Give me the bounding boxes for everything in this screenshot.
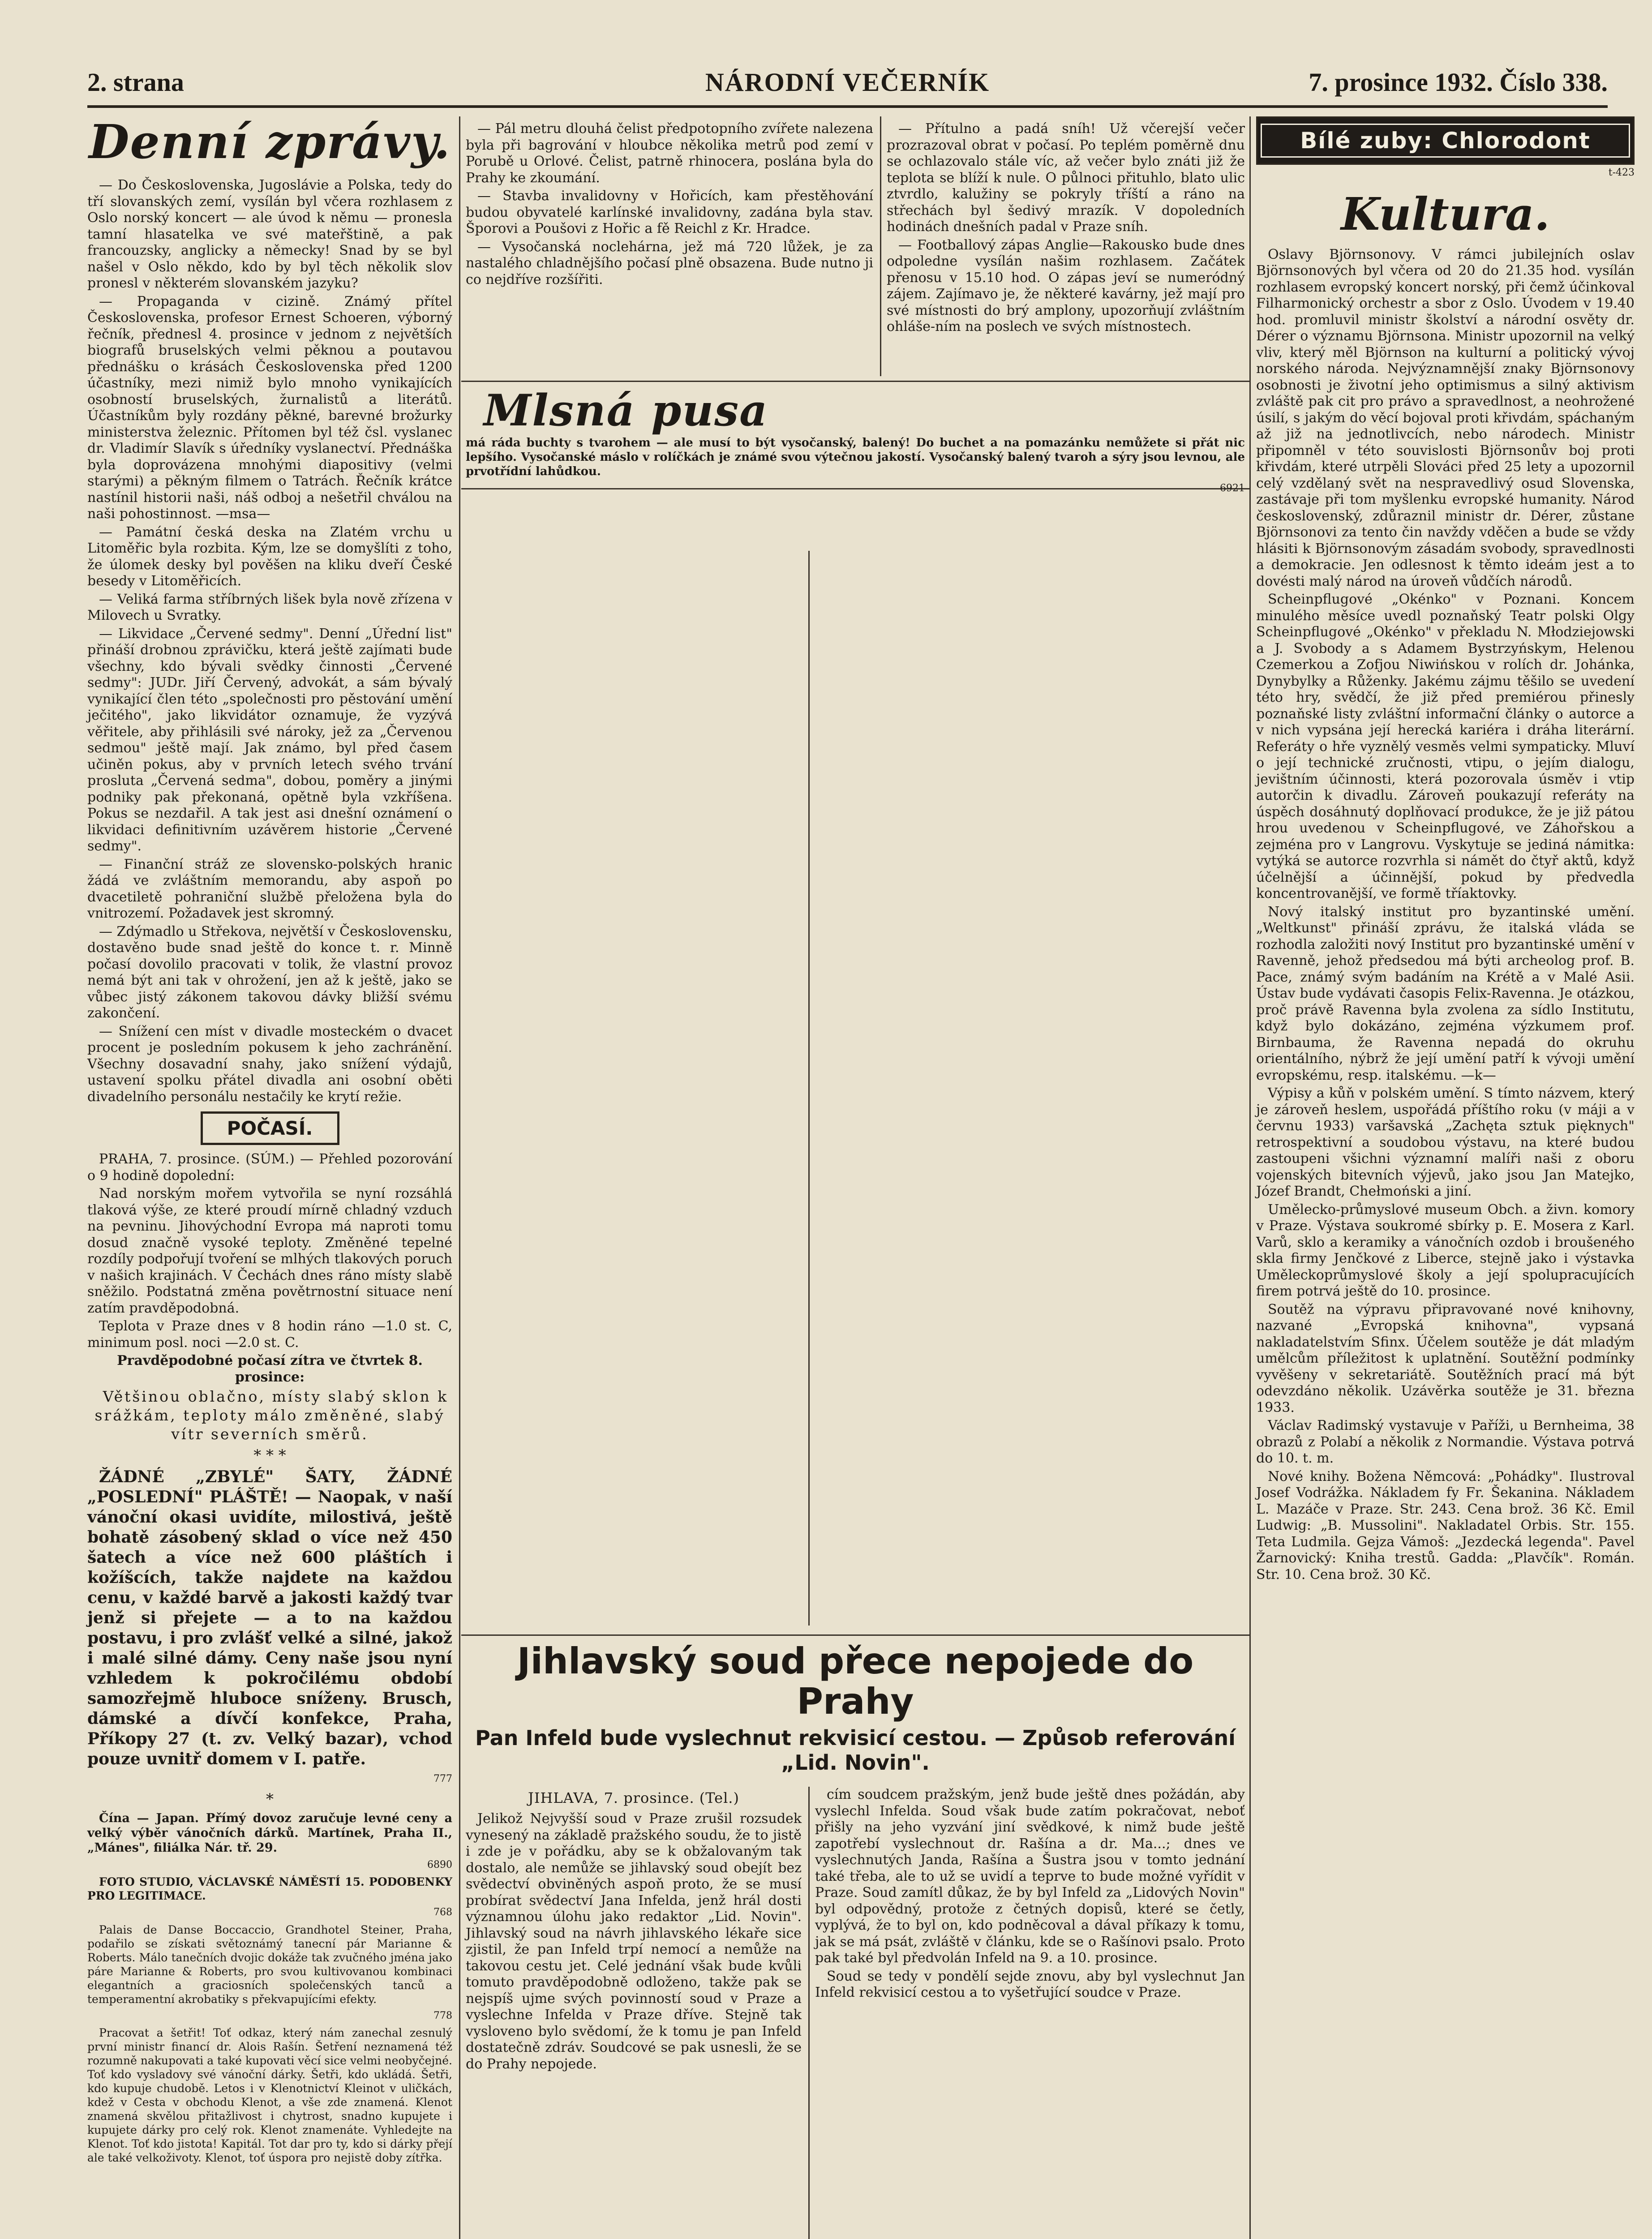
page-number: 2. strana: [87, 68, 184, 97]
column-rule: [1249, 116, 1251, 2239]
news-item: — Přítulno a padá sníh! Už včerejší večer prozrazoval obrat v počasí. Po teplém poměrně dnu se ochlazovalo stále víc, až večer bylo znáti již že teplota se blíží k nule. O půlnoci přituhlo, blato ulic ztvrdlo, kalužiny se pokryly tříští a ráno na střechách byl šedivý mrazík. V dopoledních hodinách dnešních padal v Praze sníh.: [887, 121, 1245, 235]
ad-mlsna-title: Mlsná pusa: [484, 385, 768, 436]
jihl-heading-block: [466, 1641, 1245, 1784]
left-column: [87, 114, 452, 2239]
news-item: — Stavba invalidovny v Hořicích, kam přestěhování budou obyvatelé karlínské invalidovny, zadána byla stav. Šporovi a Poušovi z Hořic a fě Reichl z Kr. Hradce.: [466, 188, 873, 236]
newspaper-title: NÁRODNÍ VEČERNÍK: [705, 68, 990, 97]
mid-top-left: [466, 121, 873, 376]
culture-item: Výpisy a kůň v polském umění. S tímto názvem, který je zároveň heslem, uspořádá příštího roku (v máji a v červnu 1933) varšavská „Zachęta sztuk pięknych" retrospektivní a soudobou výstavu, na které budou zastoupeni všichni významní malíři naši z oboru vojenských bitevních výjevů, jako jsou Jan Matejko, Józef Brandt, Chełmoński a jiní.: [1256, 1085, 1635, 1199]
jihl-paragraph: Jelikož Nejvyšší soud v Praze zrušil rozsudek vynesený na základě pražského soudu, že to jistě i zde je v pořádku, aby se k obžalovaným tak dostalo, ale nemůže se jihlavský soud obejít bez svědectví obviněných aspoň proto, že se musí probírat svědectví Jana Infelda, jenž hrál dosti významnou úlohu jako redaktor „Lid. Novin". Jihlavský soud na návrh jihlavského lékaře sice zjistil, že pan Infeld trpí nemocí a nemůže na takovou cestu jet. Celé jednání však bude kvůli tomuto pravděpodobně odloženo, takže pak se nejspíš ujme svých povinností soud v Praze a vyslechne Infelda v Praze dříve. Stejně tak vysloveno bylo svědomí, že k tomu je pan Infeld dostatečně zdráv. Soudcové se pak usnesli, že se do Prahy nepojede.: [466, 1811, 802, 2072]
ad-mlsna-pusa: [466, 385, 1245, 494]
news-item: — Památní česká deska na Zlatém vrchu u Litoměřic byla rozbita. Kým, lze se domyšlíti z toho, že úlomek desky byl pověšen na kliku dveří České besedy v Litoměřicích.: [87, 524, 452, 589]
ad-chlorodont-text: Bílé zuby: Chlorodont: [1261, 124, 1630, 158]
column-rule: [808, 1787, 810, 2239]
news-item: — Snížení cen míst v divadle mosteckém o dvacet procent je posledním pokusem k jeho zachránění. Všechny dosavadní snahy, jako snížení výdajů, ustavení spolku přátel divadla ani osobní oběti divadelního personálu nestačily ke krytí režie.: [87, 1023, 452, 1105]
jihl-paragraph: cím soudcem pražským, jenž bude ještě dnes požádán, aby vyslechl Infelda. Soud však bude zatím pokračovat, neboť přišly na jeho vyzvání jiní svědkové, k nimž bude ještě zapotřebí vyslechnout dr. Rašína a dr. Ma...; dnes ve vyslechnutých Janda, Rašína a Šustra jsou v tomto jednání také třeba, ale to už se uvidí a teprve to bude možné vyřídit v Praze. Soud zamítl důkaz, že by byl Infeld za „Lidových Novin" byl odpovědný, protože z četných dopisů, které se četly, vyplývá, že to byl on, kdo podněcoval a dával příkazy k tomu, jak se má psát, zvláště v článku, kde se o Rašínovi psalo. Proto pak také byl předvolán Infeld na 9. a 10. prosince.: [815, 1787, 1245, 1966]
news-item: — Finanční stráž ze slovensko-polských hranic žádá ve zvláštním memorandu, aby aspoň po dvacetiletě pohraniční službě přeložena byla do vnitrozemí. Požadavek jest skromný.: [87, 856, 452, 921]
ad-boccaccio: Palais de Danse Boccaccio, Grandhotel Steiner, Praha, podařilo se získati světoznámý tanecní pár Marianne & Roberts. Málo tanečních dvojic dokáže tak zvučného jména jako páre Marianne & Roberts, pro svou kultivovanou kombinaci elegantních a graciosních společenských tanců a temperamentní akrobatiky s překvapujícími efekty.: [87, 1923, 452, 2006]
culture-item: Nový italský institut pro byzantinské umění. „Weltkunst" přináší zprávu, že italská vláda se rozhodla založiti nový Institut pro byzantinské umění v Ravenně, jehož předsedou má býti archeolog prof. B. Pace, známý svým badáním na Krétě a v Malé Asii. Ústav bude vydávati časopis Felix-Ravenna. Je otázkou, proč právě Ravenna byla zvolena za sídlo Institutu, když bylo dokázáno, zejména výzkumem prof. Birnbauma, že Ravenna nepadá do okruhu orientálního, nýbrž že její umění patří k vývoji umění evropskému, resp. italskému. —k—: [1256, 904, 1635, 1083]
right-column: [1256, 116, 1635, 2239]
culture-item: Umělecko-průmyslové museum Obch. a živn. komory v Praze. Výstava soukromé sbírky p. E. Mosera z Karl. Varů, sklo a keramiky a vánočních ozdob i broušeného skla firmy Jenčkové z Liberce, stejně jako i výstavka Uměleckoprůmyslové školy a její spolupracujících firem potrvá ještě do 10. prosince.: [1256, 1201, 1635, 1299]
ad-number: t-423: [1608, 167, 1635, 178]
culture-item: Václav Radimský vystavuje v Paříži, u Bernheima, 38 obrazů z Polabí a několik z Normandie. Výstava potrvá do 10. t. m.: [1256, 1418, 1635, 1466]
weather-text: PRAHA, 7. prosince. (SÚM.) — Přehled pozorování o 9 hodině dopolední:: [87, 1151, 452, 1184]
ad-number: 6890: [427, 1859, 452, 1870]
jihl-title: Jihlavský soud přece nepojede do Prahy: [517, 1640, 1194, 1722]
separator-star: *: [266, 1790, 274, 1808]
nss-col-1: [466, 705, 802, 1628]
nss-sub-block: [466, 566, 1245, 701]
ad-foto-studio: FOTO STUDIO, VÁCLAVSKÉ NÁMĚSTÍ 15. PODOBENKY PRO LEGITIMACE.: [87, 1875, 452, 1902]
ad-brusch: ŽÁDNÉ „ZBYLÉ" ŠATY, ŽÁDNÉ „POSLEDNÍ" PLÁŠTĚ! — Naopak, v naší vánoční okasi uvidíte, milostivá, ještě bohatě zásobený sklad o více než 450 šatech a více než 600 pláštích i kožíšcích, takže najdete na každou cenu, v každé barvě a jakosti každý tvar jenž si přejete — a to na každou postavu, i pro zvlášť velké a silné, jakož i malé silné dámy. Ceny naše jsou nyní vzhledem k pokročilému období samozřejmě hluboce sníženy. Brusch, dámské a dívčí konfekce, Praha, Příkopy 27 (t. zv. Velký bazar), vchod pouze uvnitř domem v I. patře.: [87, 1467, 452, 1768]
nss-heading-block: [466, 493, 1245, 551]
column-rule: [808, 551, 810, 1626]
weather-text: Teplota v Praze dnes v 8 hodin ráno —1.0 st. C, minimum posl. noci —2.0 st. C.: [87, 1318, 452, 1351]
ad-klenot: Pracovat a šetřit! Toť odkaz, který nám zanechal zesnulý první ministr financí dr. Alois Rašín. Šetření neznamená též rozumně nakupovati a také kupovati věcí sice velmi neobyčejné. Toť kdo vysladovy své vánoční dárky. Šetři, kdo ukládá. Šetři, kdo kupuje chudobě. Letos i v Klenotnictví Kleinot v uličkách, kdež v Cesta v obchodu Klenot, a vše zde znamená. Klenot znamená skvělou přitažlivost i chytrost, snadno kupujete i kupujete dárky pro celý rok. Klenot znamenáte. Vyhledejte na Klenot. Toť kdo jistota! Kapitál. Tot dar pro ty, kdo si dárky přejí ale také velkoživoty. Klenot, toť úspora pro nejistě doby zítřka.: [87, 2026, 452, 2164]
jihl-paragraph: Soud se tedy v pondělí sejde znovu, aby byl vyslechnut Jan Infeld rekvisicí cestou a to vyšetřující soudce v Praze.: [815, 1968, 1245, 2000]
news-item: — Likvidace „Červené sedmy". Denní „Úřední list" přináší drobnou zprávičku, která ještě zajímati bude všechny, kdo bývali svědky činnosti „Červené sedmy": JUDr. Jiří Červený, advokát, a sám bývalý vynikající člen této „společnosti pro pěstování umění ječitého", jako likvidátor oznamuje, že vyzývá věřitele, aby přihlásili své nároky, jež za „Červenou sedmou" ještě mají. Jak známo, byl před časem učiněn pokus, aby v prvních letech svého trvání prosluta „Červená sedma", dobou, poměry a jinými podniky pak překonaná, opětně byla vzkříšena. Pokus se nezdařil. A tak jest asi dnešní oznámení o likvidaci definitivním uzávěrem historie „Červené sedmy".: [87, 626, 452, 854]
kultura-heading: Kultura.: [1341, 187, 1550, 240]
culture-item: Scheinpflugové „Okénko" v Poznani. Koncem minulého měsíce uvedl poznaňský Teatr polski Olgy Scheinpflugové „Okénko" v překladu N. Młodziejowski a J. Svobody a s Adamem Bystrzyńskym, Helenou Czemerkou a Zofjou Niwińskou v rolích dr. Johánka, Dynybylky a Růženky. Jakému zájmu těšilo se uvedení této hry, svědčí, že již před premiérou přinesly poznaňské listy zvláštní informační články o autorce a v nich vypsána její herecká kariéra i dráha literární. Referáty o hře vyznělý vesměs velmi sympaticky. Mluví o její technické zručnosti, vtipu, o jejím dialogu, jevištním účinnosti, která pozorovala úsměv i vtip autorčin k divadlu. Zároveň poukazují referáty na úspěch dosáhnutý doplňovací produkce, že je již pátou hrou uvedenou v Scheinpflugové, ve Záhořskou a zejména pro v Langrovu. Vyskytuje se jediná námitka: vytýká se autorce rozvrhla si námět do čtyř aktů, když účelnější a účinnější, pokud by předvedla koncentrovanější, ve formě tříaktovky.: [1256, 592, 1635, 901]
weather-text: Nad norským mořem vytvořila se nyní rozsáhlá tlaková výše, ze které proudí mírně chladný vzduch na pevninu. Jihovýchodní Evropa má naproti tomu dosud značně vysoké teploty. Změněné tepelné rozdíly podpořují tvoření se mlhých tlakových poruch v našich krajinách. V Čechách dnes ráno místy slabě sněžilo. Podstatná změna povětrnostní situace není zatím pravděpodobná.: [87, 1186, 452, 1316]
ad-mlsna-text: má ráda buchty s tvarohem — ale musí to být vysočanský, balený! Do buchet a na pomazánku nemůžete si přát nic lepšího. Vysočanské máslo v rolíčkách je známé svou výtečnou jakostí. Vysočanský balený tvaroh a sýry jsou levnou, ale prvotřídní lahůdkou.: [466, 436, 1245, 478]
column-rule: [459, 116, 460, 2239]
ad-number: 778: [433, 2010, 452, 2021]
nss-col-2: [815, 705, 1245, 1628]
news-item: — Veliká farma stříbrných lišek byla nově zřízena v Milovech u Svratky.: [87, 591, 452, 623]
news-item: — Vysočanská noclehárna, jež má 720 lůžek, je za nastalého chladnějšího počasí plně obsazena. Bude nutno ji co nejdříve rozšířiti.: [466, 239, 873, 287]
ad-martinek: Čína — Japan. Přímý dovoz zaručuje levné ceny a velký výběr vánočních dárků. Martínek, Praha II., „Mánes", filiálka Nár. tř. 29.: [87, 1811, 452, 1855]
masthead: [87, 63, 1608, 108]
jihl-subtitle: Pan Infeld bude vyslechnut rekvisicí cestou. — Způsob referování „Lid. Novin".: [475, 1726, 1236, 1775]
denni-zpravy-heading: Denní zprávy.: [89, 114, 451, 169]
news-item: — Footballový zápas Anglie—Rakousko bude dnes odpoledne vysílán našim rozhlasem. Začátek přenosu v 15.10 hod. O zápas jeví se numeródný zájem. Zajímavo je, že některé kavárny, jež mají pro své místnosti do brý amplony, upozorňují zvláštním ohláše-ním na poslech ve svých místnostech.: [887, 237, 1245, 335]
jihl-col-2: [815, 1787, 1245, 2239]
weather-box-title: POČASÍ.: [201, 1111, 339, 1145]
ad-number: 777: [433, 1773, 452, 1784]
news-item: — Zdýmadlo u Střekova, největší v Československu, dostavěno bude snad ještě do konce t. r. Minně počasí dovolilo pracovati v tolik, že vlastní provoz nemá být ani tak v ohrožení, jen až k ještě, jako se vůbec jistý zákonem takovou dávky bližší svému zakončení.: [87, 923, 452, 1021]
news-item: — Propaganda v cizině. Známý přítel Československa, profesor Ernest Schoeren, výborný řečník, přednesl 4. prosince v jednom z největších biografů bruselských velmi pěknou a poutavou přednášku o krásách Československa před 1200 účastníky, mezi nimiž bylo mnoho vynikajících osobností bruselských, žurnalistů a literátů. Účastníkům byly rozdány pěkné, barevné brožurky ministerstva železnic. Přítomen byl též čsl. vyslanec dr. Vladimír Slavík s úředníky vyslanectví. Přednáška byla doprovázena mnohými diapositivy (velmi starými) a pěkným filmem o Tatrách. Řečník krátce nastínil historii naši, náš odboj a nešetřil chválou na naši pohostinnost. —msa—: [87, 293, 452, 522]
issue-date: 7. prosince 1932. Číslo 338.: [1309, 68, 1608, 97]
culture-item: Oslavy Björnsonovy. V rámci jubilejních oslav Björnsonových byl včera od 20 do 21.35 hod. vysílán rozhlasem evropský koncert norský, při čemž účinkoval Filharmonický orchestr a sbor z Oslo. Úvodem v 19.40 hod. promluvil ministr školství a národní osvěty dr. Dérer o významu Björnsona. Ministr upozornil na velký vliv, který měl Björnson na kulturní a politický vývoj norského národa. Nejvýznamnější znaky Björnsonovy osobnosti je životní jeho optimismus a silný aktivism zvláště pak cit pro právo a spravedlnost, a neohrožené úsilí, s jakým do věcí bojoval proti křivdám, spáchaným až již na jednotlivcích, nebo národech. Ministr připomněl v této souvislosti Björnsonův boj proti křivdám, které utrpěli Slováci před 25 lety a upozornil celý vzdělaný svět na nespravedlivý osud Slovenska, zastávaje při tom myšlenku evropské humanity. Národ československý, zdůraznil ministr dr. Dérer, zůstane Björnsonovi za tento čin navždy vděčen a bude se vždy hlásiti k Björnsonovým zásadám svobody, spravedlnosti a demokracie. Jen odlesnost k těmto ideám jest a to dovésti malý národ na úroveň vůdčích národů.: [1256, 246, 1635, 589]
culture-item: Nové knihy. Božena Němcová: „Pohádky". Ilustroval Josef Vodrážka. Nákladem fy Fr. Šekanina. Nákladem L. Mazáče v Praze. Str. 243. Cena brož. 36 Kč. Emil Ludwig: „B. Mussolini". Nakladatel Orbis. Str. 155. Teta Ludmila. Gejza Vámoš: „Jezdecká legenda". Pavel Žarnovický: Kniha trestů. Gadda: „Plavčík". Román. Str. 10. Cena brož. 30 Kč.: [1256, 1468, 1635, 1583]
forecast-text: Většinou oblačno, místy slabý sklon k srážkám, teploty málo změněné, slabý vítr severních směrů.: [94, 1388, 449, 1443]
section-rule: [461, 381, 1249, 382]
section-rule: [461, 1634, 1249, 1636]
news-item: — Do Československa, Jugoslávie a Polska, tedy do tří slovanských zemí, vysílán byl včera rozhlasem z Oslo norský koncert — ale úvod k němu — pronesla tamní hlasatelka ve své mateřštině, a pak francouzsky, anglicky a německy! Snad by se byl našel v Oslo někdo, kdo by byl těch několik slov pronesl v některém slovanském jazyku?: [87, 177, 452, 291]
ad-number: 6921: [1220, 483, 1245, 494]
ad-chlorodont: [1256, 116, 1635, 165]
culture-item: Soutěž na výpravu připravované nové knihovny, nazvané „Evropská knihovna", vypsaná nakladatelstvím Sfinx. Účelem soutěže je dát mladým umělcům příležitost k uplatnění. Soutěžní podmínky vyvěšeny v sekretariátě. Soutěžních prací má být odevzdáno několik. Uzávěrka soutěže je 31. března 1933.: [1256, 1301, 1635, 1415]
news-item: — Pál metru dlouhá čelist předpotopního zvířete nalezena byla při bagrování v hloubce několika metrů pod zemí v Porubě u Orlové. Čelist, patrně rhinocera, poslána byla do Prahy ke zkoumání.: [466, 121, 873, 186]
mid-top-right: [887, 121, 1245, 376]
ad-number: 768: [433, 1907, 452, 1918]
column-rule: [880, 116, 881, 376]
jihl-col-1: [466, 1787, 802, 2239]
separator-stars: * * *: [253, 1446, 286, 1464]
jihl-dateline: JIHLAVA, 7. prosince. (Tel.): [528, 1789, 739, 1806]
forecast-heading: Pravděpodobné počasí zítra ve čtvrtek 8. prosince:: [117, 1353, 423, 1385]
